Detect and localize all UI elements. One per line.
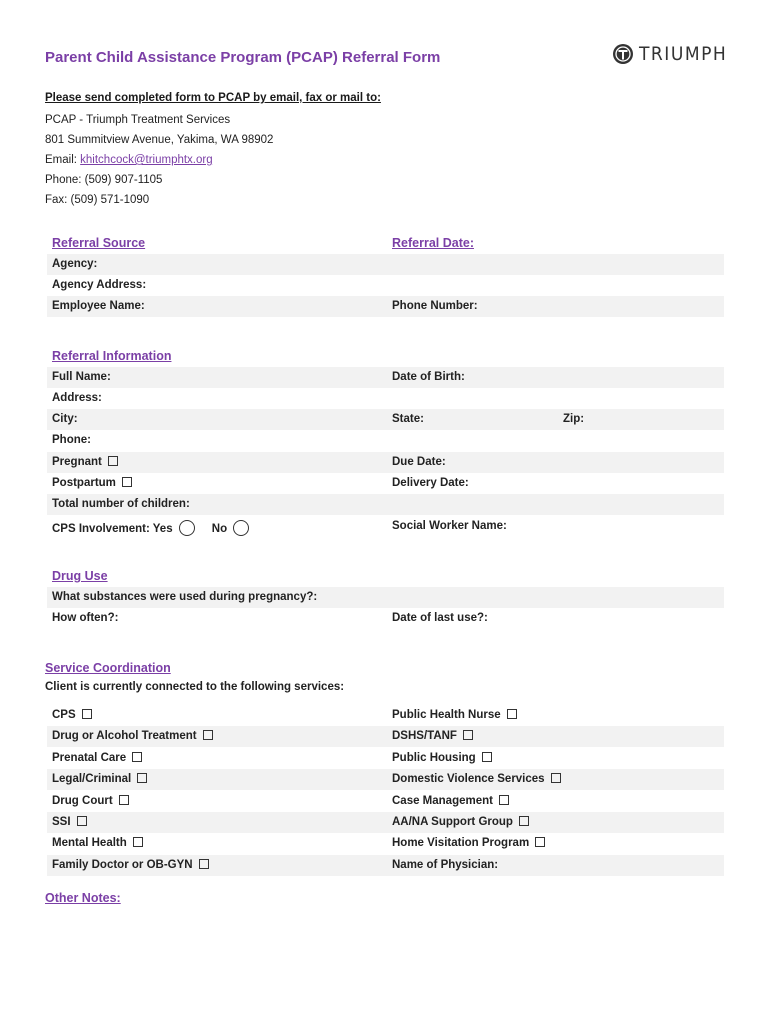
phone-label: Phone:: [52, 434, 91, 446]
service-option[interactable]: [392, 837, 545, 849]
cps-row: [47, 515, 724, 541]
service-checkbox[interactable]: [519, 816, 529, 826]
pregnant-option[interactable]: [52, 456, 118, 468]
cps-no-radio[interactable]: [233, 520, 249, 536]
service-checkbox[interactable]: [551, 773, 561, 783]
referral-source-heading: Referral Source: [52, 236, 146, 250]
service-option[interactable]: [392, 795, 509, 807]
service-option[interactable]: [52, 816, 87, 828]
service-checkbox[interactable]: [77, 816, 87, 826]
email-line: [45, 154, 213, 166]
postpartum-label: Postpartum: [52, 477, 116, 489]
pregnant-checkbox[interactable]: [108, 456, 118, 466]
phone-row[interactable]: [47, 430, 724, 451]
service-checkbox[interactable]: [137, 773, 147, 783]
service-row: [47, 748, 724, 769]
agency-address-label: Agency Address:: [52, 279, 147, 291]
zip-label: Zip:: [563, 413, 585, 425]
service-checkbox[interactable]: [82, 709, 92, 719]
service-option-label: Prenatal Care: [52, 751, 127, 764]
service-checkbox[interactable]: [482, 752, 492, 762]
service-checkbox[interactable]: [132, 752, 142, 762]
social-worker-label: Social Worker Name:: [392, 520, 507, 532]
service-checkbox[interactable]: [507, 709, 517, 719]
service-option-label: Home Visitation Program: [392, 837, 530, 850]
delivery-date-label: Delivery Date:: [392, 477, 469, 489]
org-address: 801 Summitview Avenue, Yakima, WA 98902: [45, 134, 274, 146]
address-row[interactable]: [47, 388, 724, 409]
service-option-label: DSHS/TANF: [392, 730, 457, 743]
children-row[interactable]: [47, 494, 724, 515]
send-instructions: Please send completed form to PCAP by email, fax or mail to:: [45, 92, 381, 104]
form-title: Parent Child Assistance Program (PCAP) Referral Form: [45, 49, 441, 66]
postpartum-checkbox[interactable]: [122, 477, 132, 487]
agency-row[interactable]: [47, 254, 724, 275]
service-option[interactable]: [392, 709, 517, 721]
employee-name-label: Employee Name:: [52, 300, 145, 312]
city-row[interactable]: [47, 409, 724, 430]
service-row: [47, 726, 724, 747]
frequency-row[interactable]: [47, 608, 724, 629]
service-option[interactable]: [52, 752, 142, 764]
service-option-label: Public Housing: [392, 751, 476, 764]
service-option-label: CPS: [52, 709, 76, 721]
service-option[interactable]: [392, 816, 529, 828]
service-option[interactable]: [52, 837, 143, 849]
pregnant-label: Pregnant: [52, 456, 102, 468]
phone-number-label: Phone Number:: [392, 300, 478, 312]
employee-row[interactable]: [47, 296, 724, 317]
service-row: [47, 812, 724, 833]
email-label: Email:: [45, 154, 81, 166]
service-option[interactable]: [52, 859, 209, 871]
due-date-label: Due Date:: [392, 456, 446, 468]
referral-date-heading: Referral Date:: [392, 236, 474, 250]
service-checkbox[interactable]: [199, 859, 209, 869]
service-checkbox[interactable]: [463, 730, 473, 740]
service-option[interactable]: [392, 730, 473, 742]
service-option-label: Name of Physician:: [392, 858, 499, 871]
email-link[interactable]: khitchcock@triumphtx.org: [80, 154, 213, 166]
service-checkbox[interactable]: [499, 795, 509, 805]
full-name-label: Full Name:: [52, 371, 111, 383]
cps-involvement: [52, 520, 249, 536]
cps-yes-radio[interactable]: [179, 520, 195, 536]
dob-label: Date of Birth:: [392, 371, 465, 383]
pregnant-row: [47, 452, 724, 473]
other-notes-heading: Other Notes:: [45, 891, 121, 905]
service-option[interactable]: [52, 773, 147, 785]
physician-name-field[interactable]: [392, 859, 498, 871]
service-row: [47, 855, 724, 876]
service-option-label: Domestic Violence Services: [392, 773, 545, 786]
service-option[interactable]: [392, 773, 561, 785]
service-row: [47, 833, 724, 854]
agency-label: Agency:: [52, 258, 98, 270]
cps-no-label: No: [211, 523, 228, 535]
service-heading: Service Coordination: [45, 661, 171, 675]
triumph-logo-icon: [612, 43, 634, 65]
service-row: [47, 769, 724, 790]
service-checkbox[interactable]: [203, 730, 213, 740]
service-option[interactable]: [52, 730, 213, 742]
service-option[interactable]: [52, 709, 92, 721]
triumph-logo: [612, 43, 727, 65]
agency-address-row[interactable]: [47, 275, 724, 296]
service-checkbox[interactable]: [119, 795, 129, 805]
state-label: State:: [392, 413, 424, 425]
service-option-label: Public Health Nurse: [392, 709, 501, 721]
logo-text: TRIUMPH: [639, 43, 728, 65]
service-subheading: Client is currently connected to the following services:: [45, 681, 345, 693]
total-children-label: Total number of children:: [52, 498, 190, 510]
service-option-label: Drug or Alcohol Treatment: [52, 730, 197, 743]
phone-line: Phone: (509) 907-1105: [45, 174, 163, 186]
service-checkbox[interactable]: [535, 837, 545, 847]
postpartum-option[interactable]: [52, 477, 132, 489]
service-option-label: AA/NA Support Group: [392, 816, 513, 828]
postpartum-row: [47, 473, 724, 494]
service-option[interactable]: [52, 795, 129, 807]
full-name-row[interactable]: [47, 367, 724, 388]
referral-info-heading: Referral Information: [52, 349, 172, 363]
service-option[interactable]: [392, 752, 492, 764]
service-option-label: SSI: [52, 816, 71, 828]
service-option-label: Family Doctor or OB-GYN: [52, 858, 193, 871]
substances-row[interactable]: [47, 587, 724, 608]
org-name: PCAP - Triumph Treatment Services: [45, 114, 231, 126]
service-option-label: Case Management: [392, 794, 493, 807]
how-often-label: How often?:: [52, 612, 119, 624]
service-option-label: Legal/Criminal: [52, 773, 132, 786]
service-option-label: Mental Health: [52, 837, 127, 850]
service-checkbox[interactable]: [133, 837, 143, 847]
last-use-label: Date of last use?:: [392, 612, 488, 624]
service-row: [47, 791, 724, 812]
service-option-label: Drug Court: [52, 794, 113, 807]
service-row: [47, 705, 724, 726]
fax-line: Fax: (509) 571-1090: [45, 194, 150, 206]
cps-yes-label: CPS Involvement: Yes: [52, 523, 173, 535]
drug-use-heading: Drug Use: [52, 569, 108, 583]
city-label: City:: [52, 413, 78, 425]
substances-label: What substances were used during pregnancy?:: [52, 591, 318, 603]
address-label: Address:: [52, 392, 102, 404]
